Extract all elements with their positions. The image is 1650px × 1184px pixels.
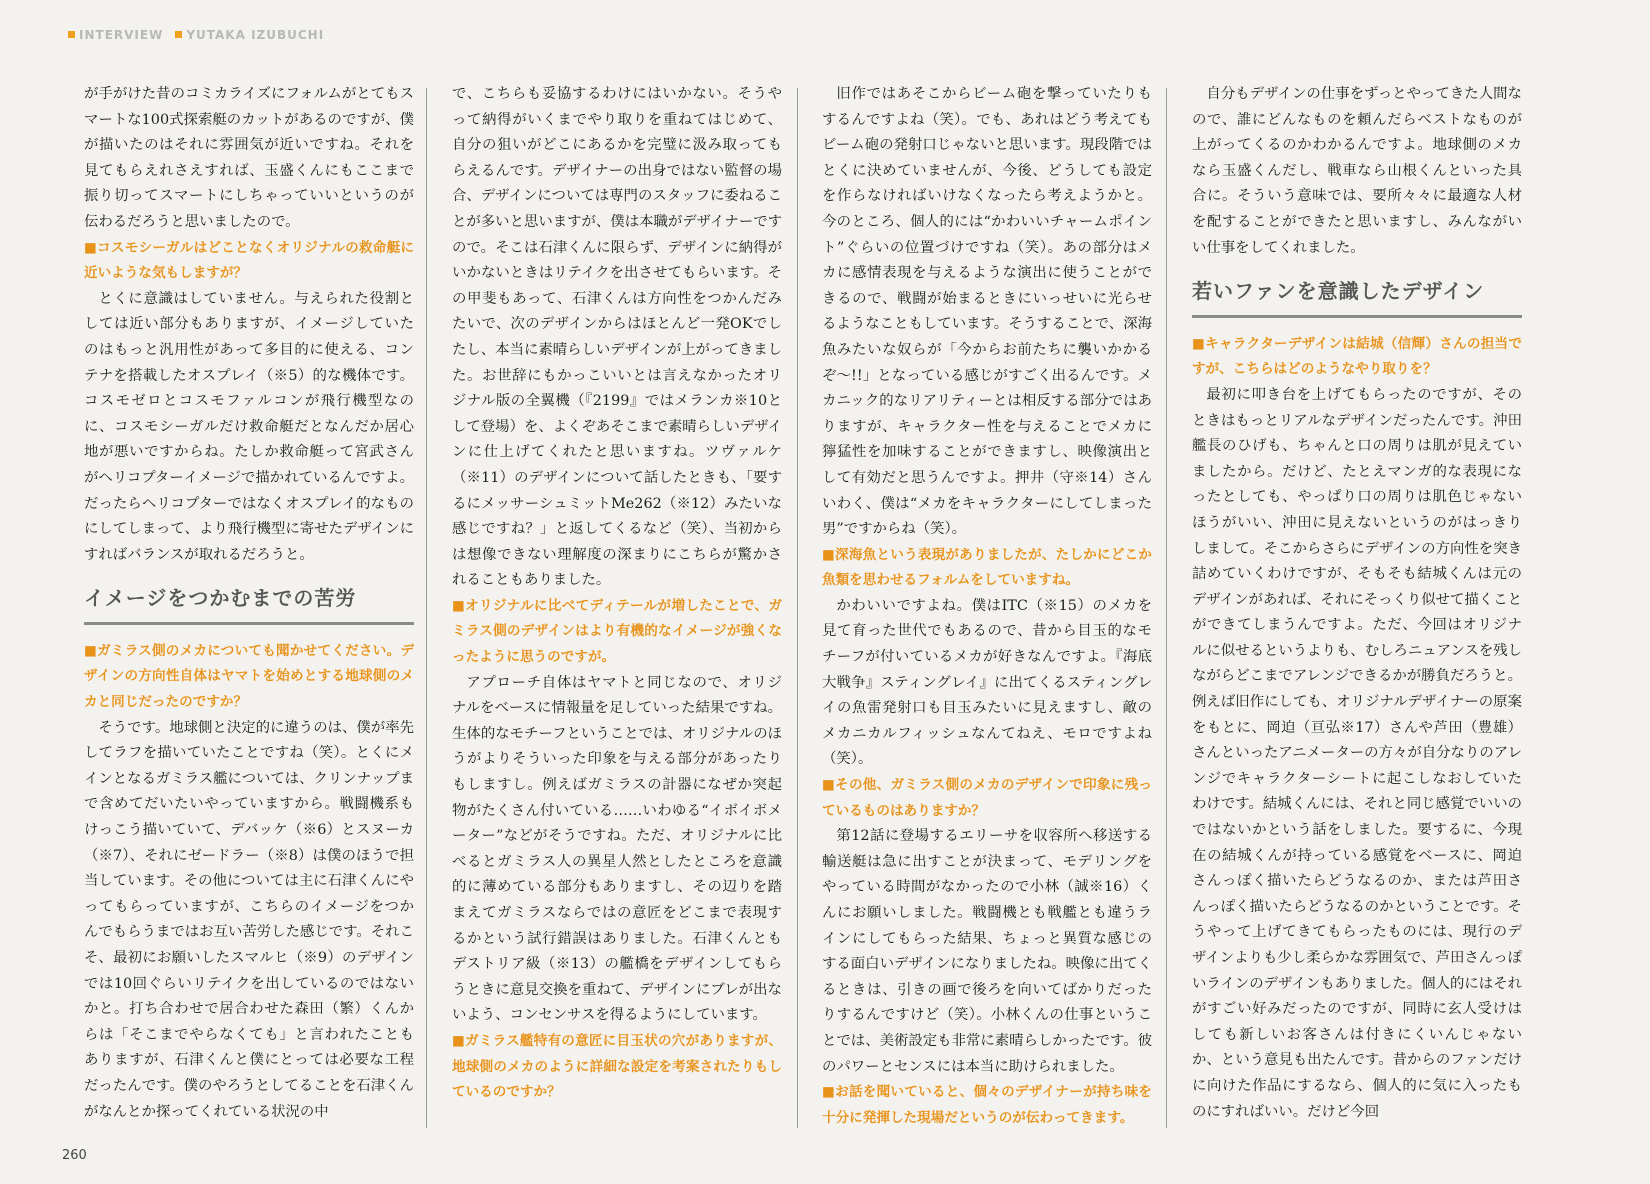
header-bullet-icon [68,31,75,38]
interview-question: ■ お話を聞いていると、個々のデザイナーが持ち味を十分に発揮した現場だというのが伝わってきます。 [822,1080,1152,1131]
interview-question: ■ コスモシーガルはどことなくオリジナルの救命艇に近いような気もしますが？ [84,236,414,287]
header-section: INTERVIEW [79,28,164,42]
column-divider [426,88,427,1128]
answer-paragraph: そうです。地球側と決定的に違うのは、僕が率先してラフを描いていたことですね（笑）。とくにメインとなるガミラス艦については、クリンナップまで含めてだいたいやっていますから。戦闘機系もけっこう描いていて、デバッケ（※6）とスヌーカ（※7）、それにゼードラー（※8）は僕のほうで担当しています。その他については主に石津くんにやってもらっていますが、こちらのイメージをつかんでもらうまではお互い苦労した感じです。それこそ、最初にお願いしたスマルヒ（※9）のデザインでは10回ぐらいリテイクを出しているのではないかと。打ち合わせで居合わせた森田（繁）くんからは「そこまでやらなくても」と言われたこともありますが、石津くんと僕にとっては必要な工程だったんです。僕のやろうとしてることを石津くんがなんとか探ってくれている状況の中 [84,719,414,1120]
interview-question: ■ ガミラス側のメカについても聞かせてください。デザインの方向性自体はヤマトを始めとする地球側のメカと同じだったのですか？ [84,639,414,716]
answer-paragraph: 自分もデザインの仕事をずっとやってきた人間なので、誰にどんなものを頼んだらベストなものが上がってくるのかわかるんですよ。地球側のメカなら玉盛くんだし、戦車なら山根くんといった具合に。そういう意味では、要所々々に最適な人材を配することができたと思いますし、みんながいい仕事をしてくれました。 [1192,86,1522,256]
header-person: YUTAKA IZUBUCHI [186,28,325,42]
section-heading: 若いファンを意識したデザイン [1192,279,1522,318]
interview-question: ■ オリジナルに比べてディテールが増したことで、ガミラス側のデザインはより有機的なイメージが強くなったように思うのですが。 [452,594,782,671]
column-divider [797,88,798,1128]
running-header [68,28,324,42]
text-column-1 [84,82,414,1132]
answer-paragraph: 最初に叩き台を上げてもらったのですが、そのときはもっとリアルなデザインだったんです。沖田艦長のひげも、ちゃんと口の周りは肌が見えていましたから。だけど、たとえマンガ的な表現になったとしても、やっぱり口の周りは肌色じゃないほうがいい、沖田に見えないというのがはっきりしまして。そこからさらにデザインの方向性を突き詰めていくわけですが、そもそも結城くんは元のデザインがあれば、それにそっくり似せて描くことができてしまうんですよ。ただ、今回はオリジナルに似せるというよりも、むしろニュアンスを残しながらどこまでアレンジできるかが勝負だろうと。例えば旧作にしても、オリジナルデザイナーの原案をもとに、岡迫（亘弘※17）さんや芦田（豊雄）さんといったアニメーターの方々が自分なりのアレンジでキャラクターシートに起こしなおしていたわけです。結城くんには、それと同じ感覚でいいのではないかという話をしました。要するに、今現在の結城くんが持っている感覚をベースに、岡迫さんっぽく描いたらどうなるのか、または芦田さんっぽく描いたらどうなるのかということです。そうやって上げてきてもらったものには、現行のデザインよりも少し柔らかな雰囲気で、芦田さんっぽいラインのデザインもありました。個人的にはそれがすごい好みだったのですが、同時に玄人受けはしても新しいお客さんは付きにくいんじゃないか、という意見も出たんです。昔からのファンだけに向けた作品にするなら、個人的に気に入ったものにすればいい。だけど今回 [1192,386,1522,1120]
text-column-4 [1192,82,1522,1132]
page-number: 260 [62,1148,87,1163]
section-heading: イメージをつかむまでの苦労 [84,586,414,625]
answer-paragraph: アプローチ自体はヤマトと同じなので、オリジナルをベースに情報量を足していった結果ですね。生体的なモチーフということでは、オリジナルのほうがよりそういった印象を与える部分があったりもしますし。例えばガミラスの計器になぜか突起物がたくさん付いている……いわゆる“イボイボメーター”などがそうですね。ただ、オリジナルに比べるとガミラス人の異星人然としたところを意識的に薄めている部分もありますし、その辺りを踏まえてガミラスならではの意匠をどこまで表現するかという試行錯誤はありました。石津くんともデストリア級（※13）の艦橋をデザインしてもらうときに意見交換を重ねて、デザインにブレが出ないよう、コンセンサスを得るようにしています。 [452,674,782,1024]
answer-paragraph: で、こちらも妥協するわけにはいかない。そうやって納得がいくまでやり取りを重ねてはじめて、自分の狙いがどこにあるかを完璧に汲み取ってもらえるんです。デザイナーの出身ではない監督の場合、デザインについては専門のスタッフに委ねることが多いと思いますが、僕は本職がデザイナーですので。そこは石津くんに限らず、デザインに納得がいかないときはリテイクを出させてもらいます。その甲斐もあって、石津くんは方向性をつかんだみたいで、次のデザインからはほとんど一発OKでしたし、本当に素晴らしいデザインが上がってきました。お世辞にもかっこいいとは言えなかったオリジナル版の全翼機（『2199』ではメランカ※10として登場）を、よくぞあそこまで素晴らしいデザインに仕上げてくれたと思いますね。ツヴァルケ（※11）のデザインについて話したときも、「要するにメッサーシュミットMe262（※12）みたいな感じですね？」と返してくるなど（笑）、当初からは想像できない理解度の深まりにこちらが驚かされることもありました。 [452,86,782,589]
text-column-3 [822,82,1152,1132]
answer-paragraph: が手がけた昔のコミカライズにフォルムがとてもスマートな100式探索艇のカットがあるのですが、僕が描いたのはそれに雰囲気が近いですね。それを見てもらえれさえすれば、玉盛くんにもここまで振り切ってスマートにしちゃっていいというのが伝わるだろうと思いましたので。 [84,86,414,230]
header-bullet-icon [175,31,182,38]
answer-paragraph: 第12話に登場するエリーサを収容所へ移送する輸送艇は急に出すことが決まって、モデリングをやっている時間がなかったので小林（誠※16）くんにお願いしました。戦闘機とも戦艦とも違うラインにしてもらった結果、ちょっと異質な感じのする面白いデザインになりましたね。映像に出てくるときは、引きの画で後ろを向いてばかりだったりするんですけど（笑）。小林くんの仕事ということでは、美術設定も非常に素晴らしかったです。彼のパワーとセンスには本当に助けられました。 [822,828,1152,1075]
interview-question: ■ ガミラス艦特有の意匠に目玉状の穴がありますが、地球側のメカのように詳細な設定を考案されたりもしているのですか？ [452,1029,782,1106]
answer-paragraph: とくに意識はしていません。与えられた役割としては近い部分もありますが、イメージしていたのはもっと汎用性があって多目的に使える、コンテナを搭載したオスプレイ（※5）的な機体です。コスモゼロとコスモファルコンが飛行機型なのに、コスモシーガルだけ救命艇だとなんだか居心地が悪いですからね。たしか救命艇って宮武さんがヘリコプターイメージで描かれているんですよ。だったらヘリコプターではなくオスプレイ的なものにしてしまって、より飛行機型に寄せたデザインにすればバランスが取れるだろうと。 [84,290,414,563]
answer-paragraph: 旧作ではあそこからビーム砲を撃っていたりもするんですよね（笑）。でも、あれはどう考えてもビーム砲の発射口じゃないと思います。現段階ではとくに決めていませんが、今後、どうしても設定を作らなければいけなくなったら考えようかと。今のところ、個人的には“かわいいチャームポイント”ぐらいの位置づけですね（笑）。あの部分はメカに感情表現を与えるような演出に使うことができるので、戦闘が始まるときにいっせいに光らせるようなこともしています。そうすることで、深海魚みたいな奴らが「今からお前たちに襲いかかるぞ〜!!」となっている感じがすごく出るんです。メカニック的なリアリティーとは相反する部分ではありますが、キャラクター性を与えることでメカに獰猛性を加味することができますし、映像演出として有効だと思うんですよ。押井（守※14）さんいわく、僕は“メカをキャラクターにしてしまった男”ですからね（笑）。 [822,86,1152,538]
interview-question: ■ 深海魚という表現がありましたが、たしかにどこか魚類を思わせるフォルムをしていますね。 [822,543,1152,594]
interview-question: ■ キャラクターデザインは結城（信輝）さんの担当ですが、こちらはどのようなやり取りを？ [1192,332,1522,383]
text-column-2 [452,82,782,1132]
interview-question: ■ その他、ガミラス側のメカのデザインで印象に残っているものはありますか？ [822,773,1152,824]
column-divider [1166,88,1167,1128]
answer-paragraph: かわいいですよね。僕はITC（※15）のメカを見て育った世代でもあるので、昔から目玉的なモチーフが付いているメカが好きなんですよ。『海底大戦争』スティングレイ』に出てくるスティングレイの魚雷発射口も目玉みたいに見えますし、敵のメカニカルフィッシュなんてねえ、モロですよね（笑）。 [822,597,1152,768]
